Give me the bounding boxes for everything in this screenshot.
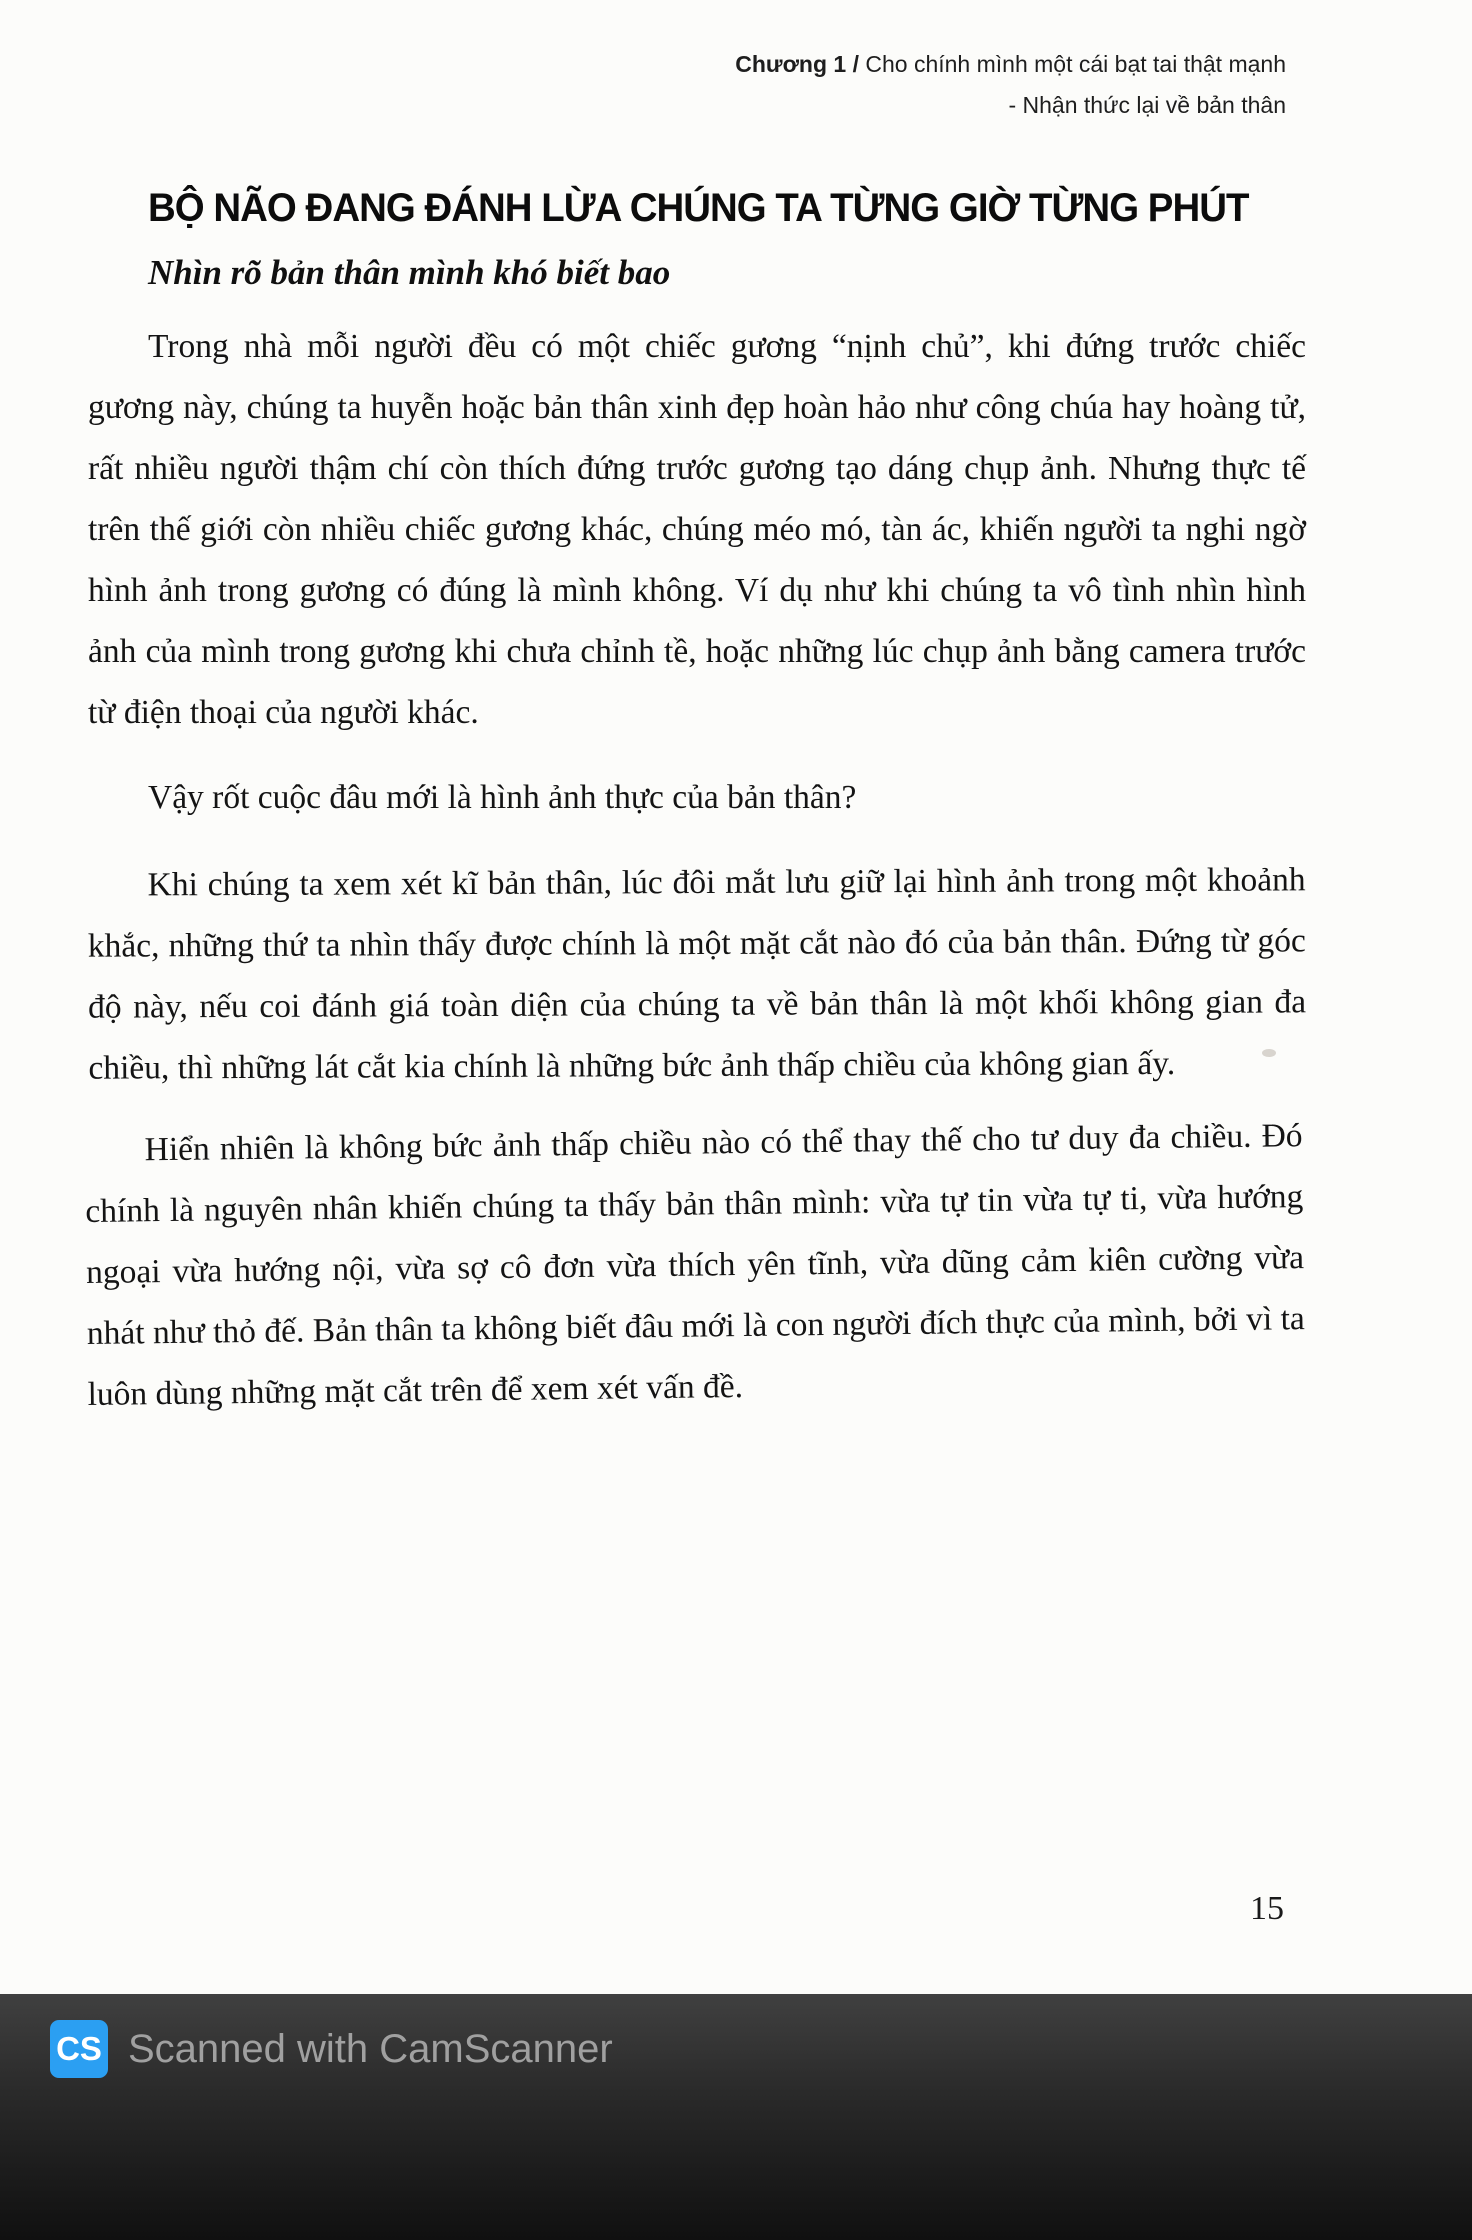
- camscanner-logo-icon: CS: [50, 2020, 108, 2078]
- camscanner-watermark-text: Scanned with CamScanner: [128, 2026, 613, 2071]
- scan-artifact: [1262, 1049, 1276, 1057]
- page-number: 15: [1250, 1890, 1284, 1927]
- running-header: [735, 44, 1286, 126]
- paragraph-1: Trong nhà mỗi người đều có một chiếc gương “nịnh chủ”, khi đứng trước chiếc gương này, chúng ta huyễn hoặc bản thân xinh đẹp hoàn hảo như công chúa hay hoàng tử, rất nhiều người thậm chí còn thích đứng trước gương tạo dáng chụp ảnh. Nhưng thực tế trên thế giới còn nhiều chiếc gương khác, chúng méo mó, tàn ác, khiến người ta nghi ngờ hình ảnh trong gương có đúng là mình không. Ví dụ như khi chúng ta vô tình nhìn hình ảnh của mình trong gương khi chưa chỉnh tề, hoặc những lúc chụp ảnh bằng camera trước từ điện thoại của người khác.: [88, 328, 1306, 731]
- paragraph-2: Vậy rốt cuộc đâu mới là hình ảnh thực của bản thân?: [148, 779, 857, 816]
- chapter-title-text: Cho chính mình một cái bạt tai thật mạnh: [858, 51, 1286, 77]
- body-text: [85, 316, 1307, 1449]
- section-subheading: Nhìn rõ bản thân mình khó biết bao: [148, 253, 671, 292]
- running-header-line2: - Nhận thức lại về bản thân: [1008, 92, 1286, 118]
- paragraph-3: Khi chúng ta xem xét kĩ bản thân, lúc đôi mắt lưu giữ lại hình ảnh trong một khoảnh khắc, những thứ ta nhìn thấy được chính là một mặt cắt nào đó của bản thân. Đứng từ góc độ này, nếu coi đánh giá toàn diện của chúng ta về bản thân là một khối không gian đa chiều, thì những lát cắt kia chính là những bức ảnh thấp chiều của không gian ấy.: [87, 861, 1307, 1087]
- camscanner-footer: [0, 1994, 1472, 2240]
- camscanner-footer-row: [50, 2020, 1472, 2078]
- running-header-line1: [735, 44, 1286, 85]
- paragraph-4: Hiển nhiên là không bức ảnh thấp chiều nào có thể thay thế cho tư duy đa chiều. Đó chính là nguyên nhân khiến chúng ta thấy bản thân mình: vừa tự tin vừa tự ti, vừa hướng ngoại vừa hướng nội, vừa sợ cô đơn vừa thích yên tĩnh, vừa dũng cảm kiên cường vừa nhát như thỏ đế. Bản thân ta không biết đâu mới là con người đích thực của mình, bởi vì ta luôn dùng những mặt cắt trên để xem xét vấn đề.: [85, 1117, 1306, 1414]
- section-heading: BỘ NÃO ĐANG ĐÁNH LỪA CHÚNG TA TỪNG GIỜ TỪNG PHÚT: [148, 186, 1249, 230]
- chapter-label: Chương 1 /: [735, 51, 859, 77]
